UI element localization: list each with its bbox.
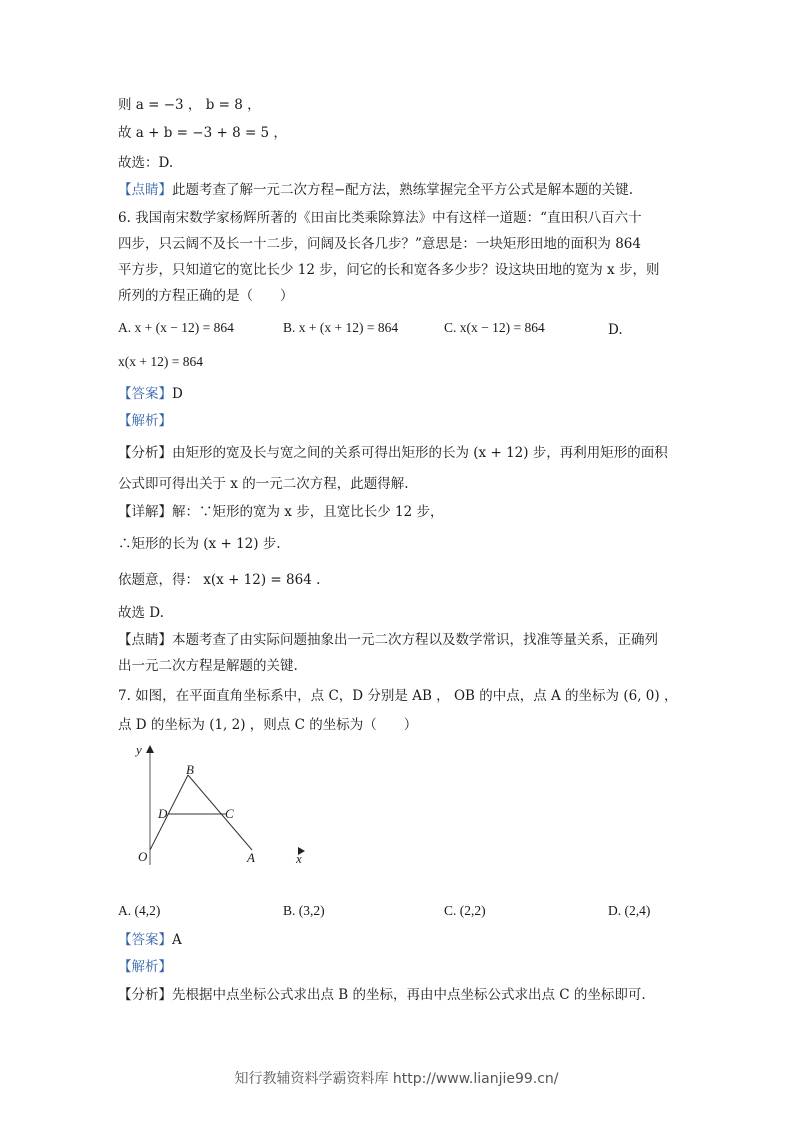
q6-xiangjie-line-1 xyxy=(118,502,443,522)
q6-stem-line-2: 四步，只云阔不及长一十二步，问阔及长各几步？”意思是：一块矩形田地的面积为 864 xyxy=(118,236,641,252)
q6-stem-line-1: 6. 我国南宋数学家杨辉所著的《田亩比类乘除算法》中有这样一道题：“直田积八百六十 xyxy=(118,210,642,226)
fenxi-text-2: 先根据中点坐标公式求出点 B 的坐标，再由中点坐标公式求出点 C 的坐标即可. xyxy=(172,987,646,1003)
label-a: A xyxy=(247,850,255,865)
q7-option-a: A. (4,2) xyxy=(118,903,161,918)
q6-xiangjie-line-2: ∴矩形的长为 (x + 12) 步. xyxy=(118,536,281,552)
answer-tag: 【答案】 xyxy=(118,386,172,402)
q6-answer xyxy=(118,384,183,404)
q7-answer xyxy=(118,930,182,950)
q5-dianjing xyxy=(118,180,633,200)
q6-option-a: A. x + (x − 12) = 864 xyxy=(118,320,234,335)
answer-value-2: A xyxy=(172,932,182,948)
label-x: x xyxy=(296,851,302,866)
q6-option-b: B. x + (x + 12) = 864 xyxy=(283,320,399,335)
xiangjie-text-1: 解：∵矩形的宽为 x 步，且宽比长少 12 步， xyxy=(172,504,444,520)
label-c: C xyxy=(225,806,234,821)
label-d: D xyxy=(158,806,168,821)
solution-line-sum: 故 a + b = −3 + 8 = 5 ， xyxy=(118,125,287,141)
q6-stem-line-3: 平方步，只知道它的宽比长少 12 步，问它的长和宽各多少步？设这块田地的宽为 x 步，则 xyxy=(118,262,660,278)
q7-analysis-tag: 【解析】 xyxy=(118,959,172,975)
answer-tag-2: 【答案】 xyxy=(118,932,172,948)
q7-fenxi-line xyxy=(118,985,646,1005)
xiangjie-tag: 【详解】 xyxy=(118,504,172,520)
footer-watermark: 知行教辅资料学霸资料库 http://www.lianjie99.cn/ xyxy=(234,1071,559,1087)
dianjing-text: 此题考查了解一元二次方程−配方法，熟练掌握完全平方公式是解本题的关键. xyxy=(172,182,634,198)
q7-stem-line-1: 7. 如图，在平面直角坐标系中，点 C，D 分别是 AB ， OB 的中点，点 A 的坐标为 (6, 0) ， xyxy=(118,688,678,704)
q6-xiangjie-line-4: 故选 D. xyxy=(118,605,164,621)
dianjing-text-2: 本题考查了由实际问题抽象出一元二次方程以及数学常识，找准等量关系，正确列 xyxy=(172,632,658,648)
q6-analysis-tag: 【解析】 xyxy=(118,413,172,429)
coordinate-figure xyxy=(130,740,360,875)
y-axis-arrow-icon xyxy=(146,745,154,753)
fenxi-tag: 【分析】 xyxy=(118,445,172,461)
segment-ba xyxy=(188,775,252,850)
q7-option-c: C. (2,2) xyxy=(444,903,486,918)
answer-value: D xyxy=(172,386,183,402)
q6-fenxi-line-2: 公式即可得出关于 x 的一元二次方程，此题得解. xyxy=(118,476,409,492)
q6-dianjing-line-1 xyxy=(118,630,658,650)
dianjing-tag-2: 【点睛】 xyxy=(118,632,172,648)
label-o: O xyxy=(138,849,148,864)
solution-line-a-b-values: 则 a = −3 ， b = 8 ， xyxy=(118,97,261,113)
q6-option-d-label: D. xyxy=(608,322,623,338)
q7-stem-line-2: 点 D 的坐标为 (1, 2) ，则点 C 的坐标为（ ） xyxy=(118,717,418,733)
q6-xiangjie-line-3: 依题意，得： x(x + 12) = 864 . xyxy=(118,572,321,588)
fenxi-tag-2: 【分析】 xyxy=(118,987,172,1003)
q7-option-d: D. (2,4) xyxy=(608,903,651,918)
segment-ob xyxy=(150,775,188,850)
q6-stem-line-4: 所列的方程正确的是（ ） xyxy=(118,288,294,304)
label-b: B xyxy=(186,762,194,777)
q6-dianjing-line-2: 出一元二次方程是解题的关键. xyxy=(118,658,298,674)
q7-option-b: B. (3,2) xyxy=(283,903,325,918)
dianjing-tag: 【点睛】 xyxy=(118,182,172,198)
q6-option-d-expression: x(x + 12) = 864 xyxy=(118,354,203,369)
solution-choice: 故选：D. xyxy=(118,155,174,171)
q6-fenxi-line-1 xyxy=(118,443,668,463)
q6-option-c: C. x(x − 12) = 864 xyxy=(444,320,545,335)
label-y: y xyxy=(136,742,142,757)
fenxi-text-1: 由矩形的宽及长与宽之间的关系可得出矩形的长为 (x + 12) 步，再利用矩形的面积 xyxy=(172,445,668,461)
